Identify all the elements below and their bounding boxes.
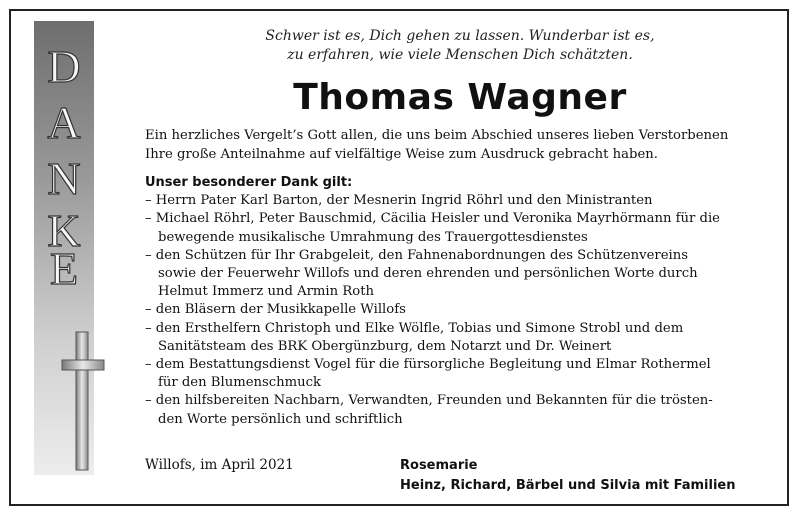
thanks-line: bewegende musikalische Umrahmung des Trauergottesdienstes xyxy=(158,229,588,245)
thanks-line: – Herrn Pater Karl Barton, der Mesnerin Ingrid Röhrl und den Ministranten xyxy=(145,193,653,209)
side-letter-n: N xyxy=(47,153,81,204)
thanks-line: Helmut Immerz und Armin Roth xyxy=(158,284,374,300)
thanks-line: – den Ersthelfern Christoph und Elke Wölfle, Tobias und Simone Strobl und dem xyxy=(145,320,684,336)
thanks-line: – den Bläsern der Musikkapelle Willofs xyxy=(145,302,406,318)
thanks-line: für den Blumenschmuck xyxy=(158,375,322,391)
quote-line-1: Schwer ist es, Dich gehen zu lassen. Wunderbar ist es, xyxy=(265,28,655,44)
thanks-line: Sanitätsteam des BRK Obergünzburg, dem Notarzt und Dr. Weinert xyxy=(158,338,612,354)
deceased-name: Thomas Wagner xyxy=(293,77,627,118)
side-letter-e: E xyxy=(49,243,79,294)
thanks-line: – dem Bestattungsdienst Vogel für die fürsorgliche Begleitung und Elmar Rothermel xyxy=(145,357,711,373)
thanks-line: – den Schützen für Ihr Grabgeleit, den Fahnenabordnungen des Schützenvereins xyxy=(145,247,688,263)
quote-line-2: zu erfahren, wie viele Menschen Dich schätzten. xyxy=(287,47,633,63)
thanks-line: – den hilfsbereiten Nachbarn, Verwandten, Freunden und Bekannten für die trösten- xyxy=(145,393,713,409)
signature xyxy=(400,456,735,496)
side-letter-a: A xyxy=(47,97,81,148)
intro-line: Ein herzliches Vergelt’s Gott allen, die uns beim Abschied unseres lieben Verstorbenen xyxy=(145,128,729,143)
thanks-line: – Michael Röhrl, Peter Bauschmid, Cäcilia Heisler und Veronika Mayrhörmann für die xyxy=(145,211,720,227)
intro-text xyxy=(145,126,785,164)
side-letter-d: D xyxy=(47,41,81,92)
signature-line-1: Rosemarie xyxy=(400,458,478,473)
thanks-line: den Worte persönlich und schriftlich xyxy=(158,411,403,427)
cross-icon xyxy=(60,330,106,472)
place-date: Willofs, im April 2021 xyxy=(145,457,294,473)
intro-line: Ihre große Anteilnahme auf vielfältige Weise zum Ausdruck gebracht haben. xyxy=(145,147,658,162)
thanks-list xyxy=(145,174,785,429)
side-letter-k: K xyxy=(47,205,81,256)
thanks-line: sowie der Feuerwehr Willofs und deren ehrenden und persönlichen Worte durch xyxy=(158,266,698,282)
signature-line-2: Heinz, Richard, Bärbel und Silvia mit Familien xyxy=(400,478,736,493)
thanks-heading: Unser besonderer Dank gilt: xyxy=(145,175,353,190)
